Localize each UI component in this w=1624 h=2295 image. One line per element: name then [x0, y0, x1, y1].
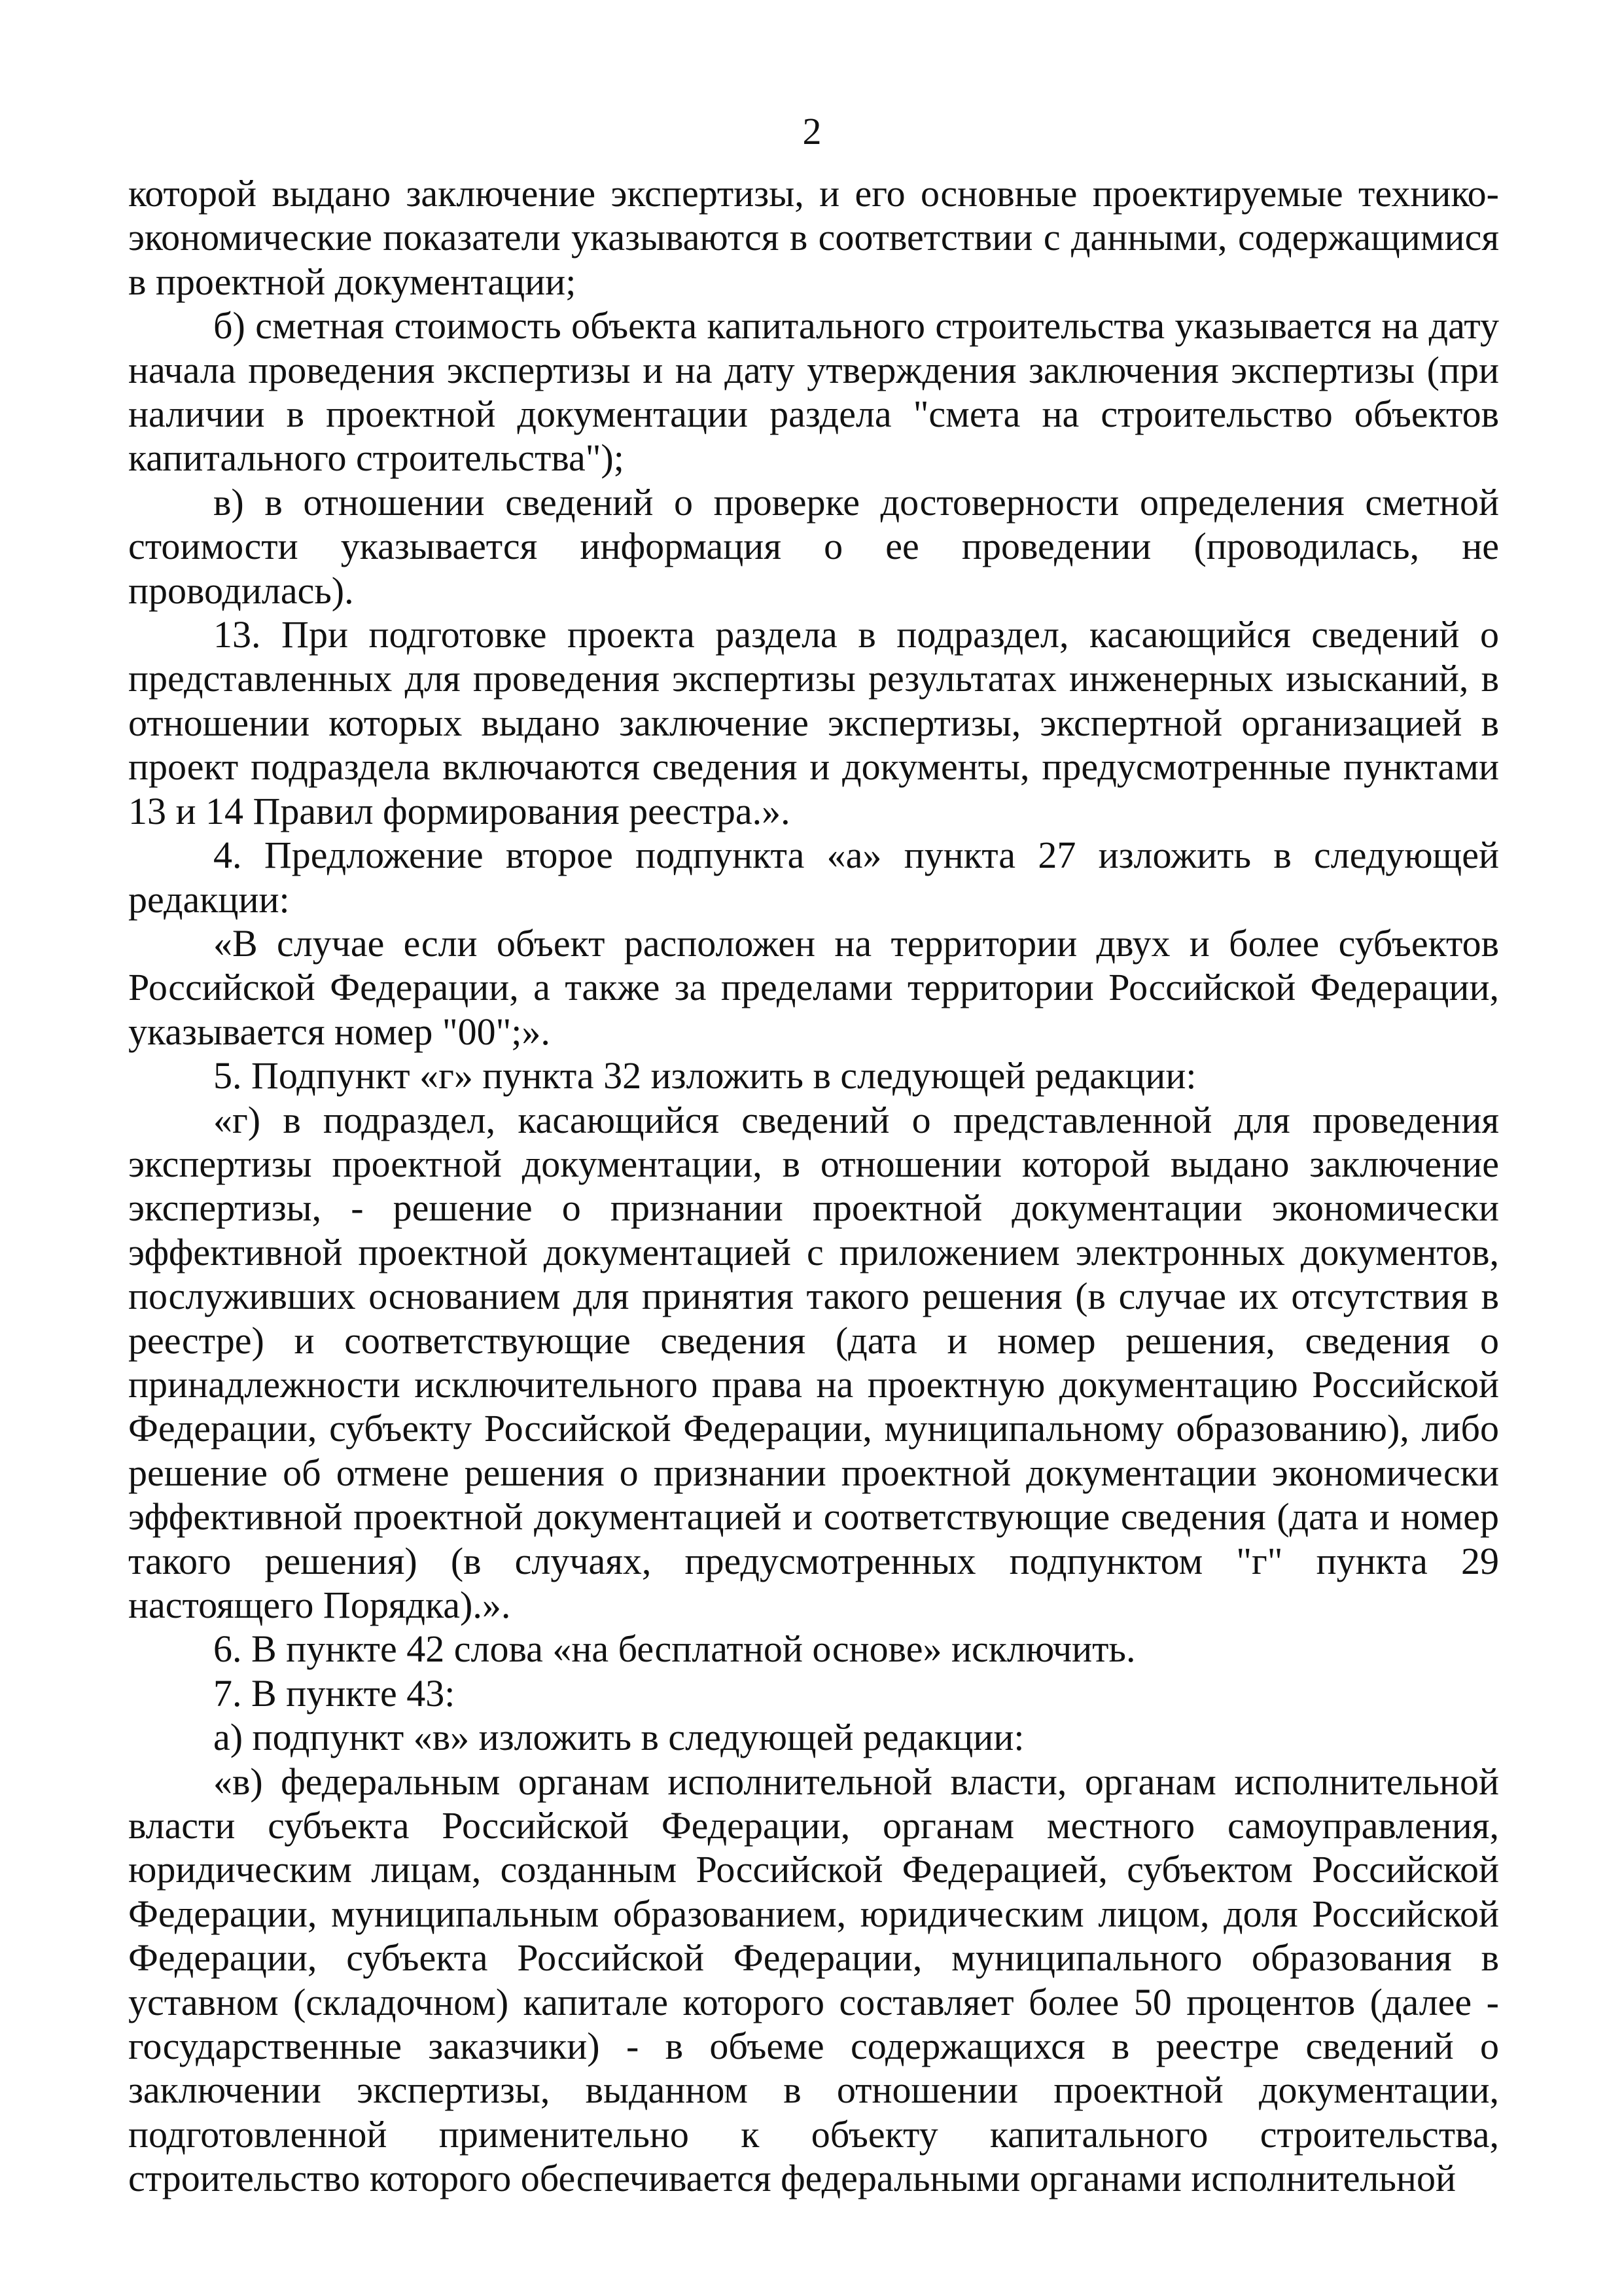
document-body	[128, 171, 1499, 2201]
paragraph-item-13: 13. При подготовке проекта раздела в подраздел, касающийся сведений о представленных для проведения экспертизы результатах инженерных изысканий, в отношении которых выдано заключение экспертизы, экспертной организацией в проект подраздела включаются сведения и документы, предусмотренные пунктами 13 и 14 Правил формирования реестра.».	[128, 613, 1499, 832]
paragraph-item-5-quote: «г) в подраздел, касающийся сведений о представленной для проведения экспертизы проектной документации, в отношении которой выдано заключение экспертизы, - решение о признании проектной документации экономически эффективной проектной документацией с приложением электронных документов, послуживших основанием для принятия такого решения (в случае их отсутствия в реестре) и соответствующие сведения (дата и номер решения, сведения о принадлежности исключительного права на проектную документацию Российской Федерации, субъекту Российской Федерации, муниципальному образованию), либо решение об отмене решения о признании проектной документации экономически эффективной проектной документацией и соответствующие сведения (дата и номер такого решения) (в случаях, предусмотренных подпунктом "г" пункта 29 настоящего Порядка).».	[128, 1098, 1499, 1626]
paragraph-item-4-quote: «В случае если объект расположен на территории двух и более субъектов Российской Федерации, а также за пределами территории Российской Федерации, указывается номер "00";».	[128, 921, 1499, 1053]
paragraph-item-6: 6. В пункте 42 слова «на бесплатной основе» исключить.	[213, 1628, 1136, 1671]
paragraph-item-7-a-quote: «в) федеральным органам исполнительной власти, органам исполнительной власти субъекта Российской Федерации, органам местного самоуправления, юридическим лицам, созданным Российской Федерацией, субъектом Российской Федерации, муниципальным образованием, юридическим лицом, доля Российской Федерации, субъекта Российской Федерации, муниципального образования в уставном (складочном) капитале которого составляет более 50 процентов (далее - государственные заказчики) - в объеме содержащихся в реестре сведений о заключении экспертизы, выданном в отношении проектной документации, подготовленной применительно к объекту капитального строительства, строительство которого обеспечивается федеральными органами исполнительной	[128, 1760, 1499, 2200]
paragraph-continuation: которой выдано заключение экспертизы, и его основные проектируемые технико-экономические показатели указываются в соответствии с данными, содержащимися в проектной документации;	[128, 172, 1499, 303]
paragraph-item-4: 4. Предложение второе подпункта «а» пункта 27 изложить в следующей редакции:	[128, 834, 1499, 921]
paragraph-item-5: 5. Подпункт «г» пункта 32 изложить в следующей редакции:	[213, 1054, 1197, 1097]
paragraph-subitem-v: в) в отношении сведений о проверке достоверности определения сметной стоимости указывается информация о ее проведении (проводилась, не проводилась).	[128, 480, 1499, 612]
paragraph-subitem-b: б) сметная стоимость объекта капитального строительства указывается на дату начала проведения экспертизы и на дату утверждения заключения экспертизы (при наличии в проектной документации раздела "смета на строительство объектов капитального строительства");	[128, 304, 1499, 480]
paragraph-item-7-a: а) подпункт «в» изложить в следующей редакции:	[213, 1716, 1025, 1759]
paragraph-item-7: 7. В пункте 43:	[213, 1671, 455, 1715]
page-number: 2	[802, 110, 822, 152]
